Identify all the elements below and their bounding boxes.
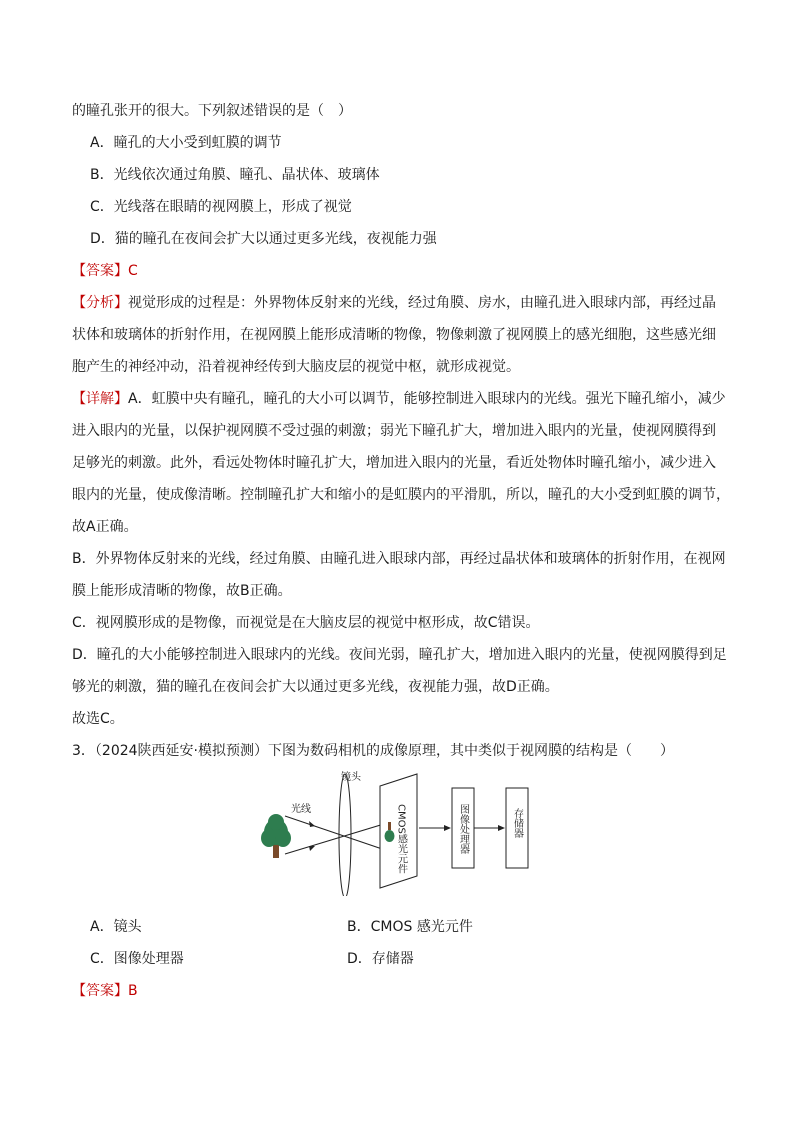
lens-label: 镜头 bbox=[341, 772, 361, 783]
option-a: A．瞳孔的大小受到虹膜的调节 bbox=[90, 135, 282, 151]
detail-b-line-2: 膜上能形成清晰的物像，故B正确。 bbox=[72, 583, 292, 599]
detail-line-1 bbox=[72, 389, 726, 409]
detail-d-line-2: 够光的刺激，猫的瞳孔在夜间会扩大以通过更多光线，夜视能力强，故D正确。 bbox=[72, 679, 559, 695]
detail-b-line-1: B．外界物体反射来的光线，经过角膜、由瞳孔进入眼球内部，再经过晶状体和玻璃体的折射作用，在视网 bbox=[72, 551, 726, 567]
q3-option-d: D．存储器 bbox=[347, 951, 414, 967]
detail-line-4: 眼内的光量，使成像清晰。控制瞳孔扩大和缩小的是虹膜内的平滑肌，所以，瞳孔的大小受到虹膜的调节， bbox=[72, 487, 730, 503]
q3-option-b: B．CMOS 感光元件 bbox=[347, 919, 473, 935]
detail-line-5: 故A正确。 bbox=[72, 519, 138, 535]
storage-label: 存储器 bbox=[511, 808, 523, 838]
detail-line-2: 进入眼内的光量，以保护视网膜不受过强的刺激；弱光下瞳孔扩大，增加进入眼内的光量，使视网膜得到 bbox=[72, 423, 716, 439]
analysis-line-3: 胞产生的神经冲动，沿着视神经传到大脑皮层的视觉中枢，就形成视觉。 bbox=[72, 359, 520, 375]
q3-answer-label: 【答案】 bbox=[72, 983, 128, 999]
question-stem-tail: 的瞳孔张开的很大。下列叙述错误的是（ ） bbox=[72, 103, 352, 119]
ray-arrow-2 bbox=[309, 846, 315, 851]
detail-text-1: A．虹膜中央有瞳孔，瞳孔的大小可以调节，能够控制进入眼球内的光线。强光下瞳孔缩小，减少 bbox=[128, 391, 726, 407]
conclusion-line: 故选C。 bbox=[72, 711, 124, 727]
analysis-line-1 bbox=[72, 293, 716, 313]
q3-option-c: C．图像处理器 bbox=[90, 951, 184, 967]
tree-icon bbox=[261, 814, 291, 858]
arrow-head-2 bbox=[498, 825, 505, 831]
analysis-label: 【分析】 bbox=[72, 295, 128, 311]
camera-diagram bbox=[255, 766, 555, 896]
answer-label: 【答案】 bbox=[72, 263, 128, 279]
option-b: B．光线依次通过角膜、瞳孔、晶状体、玻璃体 bbox=[90, 167, 380, 183]
answer-value: C bbox=[128, 263, 138, 279]
detail-line-3: 足够光的刺激。此外，看远处物体时瞳孔扩大，增加进入眼内的光量，看近处物体时瞳孔缩小，减少进入 bbox=[72, 455, 716, 471]
analysis-line-2: 状体和玻璃体的折射作用，在视网膜上能形成清晰的物像，物像刺激了视网膜上的感光细胞，这些感光细 bbox=[72, 327, 716, 343]
question-3-stem: 3．（2024陕西延安·模拟预测）下图为数码相机的成像原理，其中类似于视网膜的结构是（ ） bbox=[72, 743, 674, 759]
analysis-text-1: 视觉形成的过程是：外界物体反射来的光线，经过角膜、房水，由瞳孔进入眼球内部，再经过晶 bbox=[128, 295, 716, 311]
sensor-label: CMOS感光元件 bbox=[395, 804, 407, 874]
ray-arrow-1 bbox=[309, 821, 315, 827]
option-c: C．光线落在眼睛的视网膜上，形成了视觉 bbox=[90, 199, 352, 215]
answer-line bbox=[72, 261, 138, 281]
detail-label: 【详解】 bbox=[72, 391, 128, 407]
light-label: 光线 bbox=[291, 804, 311, 815]
q3-option-a: A．镜头 bbox=[90, 919, 142, 935]
q3-answer-value: B bbox=[128, 983, 138, 999]
detail-d-line-1: D．瞳孔的大小能够控制进入眼球内的光线。夜间光弱，瞳孔扩大，增加进入眼内的光量，使视网膜得到足 bbox=[72, 647, 727, 663]
processor-label: 图像处理器 bbox=[457, 804, 469, 854]
option-d: D．猫的瞳孔在夜间会扩大以通过更多光线，夜视能力强 bbox=[90, 231, 437, 247]
q3-answer-line bbox=[72, 981, 138, 1001]
detail-c-line: C．视网膜形成的是物像，而视觉是在大脑皮层的视觉中枢形成，故C错误。 bbox=[72, 615, 540, 631]
arrow-head-1 bbox=[444, 825, 451, 831]
